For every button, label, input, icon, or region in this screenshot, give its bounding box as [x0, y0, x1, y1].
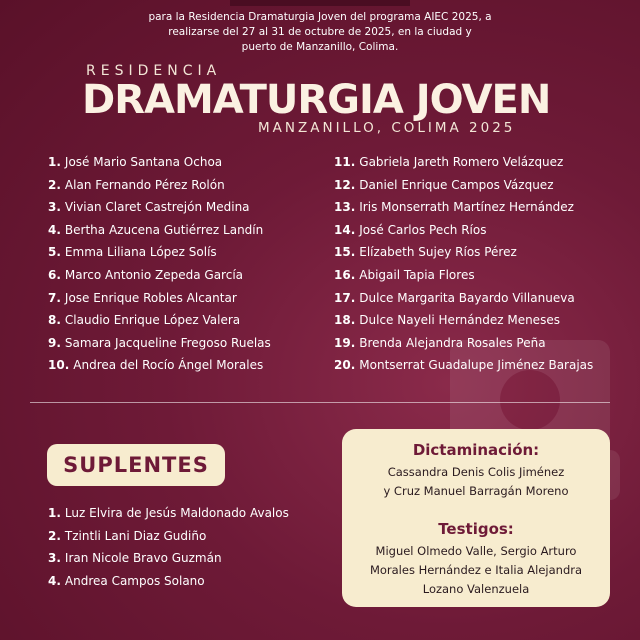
dictaminacion-line-2: y Cruz Manuel Barragán Moreno [383, 484, 569, 498]
item-name: Jose Enrique Robles Alcantar [64, 290, 237, 305]
list-item [334, 151, 593, 174]
item-name: Samara Jacqueline Fregoso Ruelas [64, 335, 271, 350]
testigos-line-3: Lozano Valenzuela [422, 582, 530, 596]
selected-list-left [48, 151, 271, 377]
item-name: Emma Liliana López Solís [64, 245, 217, 260]
list-item [48, 570, 289, 593]
list-item [48, 196, 271, 219]
item-name: Gabriela Jareth Romero Velázquez [359, 155, 564, 169]
item-name: Iris Monserrath Martínez Hernández [359, 200, 574, 215]
list-item [48, 174, 271, 197]
item-name: José Carlos Pech Ríos [359, 222, 487, 237]
page-subtitle: MANZANILLO, COLIMA 2025 [258, 120, 516, 136]
list-item [334, 332, 593, 355]
suplentes-heading: SUPLENTES [47, 444, 225, 486]
item-name: Dulce Margarita Bayardo Villanueva [359, 290, 575, 305]
section-divider [30, 402, 610, 403]
list-item [334, 241, 593, 264]
item-number: 3. [48, 551, 61, 566]
list-item [334, 287, 593, 310]
item-number: 20. [334, 358, 356, 373]
item-name: José Mario Santana Ochoa [64, 155, 223, 169]
list-item [334, 309, 593, 332]
list-item [48, 547, 289, 570]
item-number: 7. [48, 290, 61, 305]
item-name: Iran Nicole Bravo Guzmán [64, 551, 222, 566]
list-item [48, 354, 271, 377]
item-name: Elízabeth Sujey Ríos Pérez [359, 245, 517, 260]
dictaminacion-line-1: Cassandra Denis Colis Jiménez [387, 465, 565, 479]
item-number: 1. [48, 155, 61, 169]
selected-list-right [334, 151, 593, 377]
list-item [48, 241, 271, 264]
list-item [48, 264, 271, 287]
testigos-heading: Testigos: [438, 520, 514, 538]
item-name: Bertha Azucena Gutiérrez Landín [64, 222, 264, 237]
item-number: 19. [334, 335, 356, 350]
item-name: Dulce Nayeli Hernández Meneses [359, 313, 560, 328]
list-item [48, 332, 271, 355]
item-number: 3. [48, 200, 61, 215]
item-name: Andrea del Rocío Ángel Morales [73, 358, 264, 373]
item-name: Abigail Tapia Flores [359, 267, 475, 282]
list-item [334, 264, 593, 287]
item-number: 12. [334, 177, 356, 192]
intro-text [0, 10, 640, 55]
item-name: Claudio Enrique López Valera [64, 313, 241, 328]
testigos-names [342, 542, 610, 599]
testigos-line-1: Miguel Olmedo Valle, Sergio Arturo [375, 544, 577, 558]
item-name: Andrea Campos Solano [64, 573, 205, 588]
intro-line-3: puerto de Manzanillo, Colima. [241, 41, 399, 53]
item-number: 16. [334, 267, 356, 282]
item-number: 15. [334, 245, 356, 260]
item-number: 14. [334, 222, 356, 237]
list-item [48, 219, 271, 242]
list-item [48, 151, 271, 174]
residencia-label: RESIDENCIA [86, 63, 222, 79]
item-number: 11. [334, 155, 356, 169]
item-number: 8. [48, 313, 61, 328]
list-item [48, 502, 289, 525]
intro-line-2: realizarse del 27 al 31 de octubre de 2025, en la ciudad y [168, 26, 472, 38]
item-name: Montserrat Guadalupe Jiménez Barajas [359, 358, 594, 373]
top-tab-decoration [230, 0, 410, 6]
item-name: Tzintli Lani Diaz Gudiño [64, 528, 207, 543]
item-number: 18. [334, 313, 356, 328]
item-name: Luz Elvira de Jesús Maldonado Avalos [64, 506, 289, 520]
list-item [334, 354, 593, 377]
list-item [48, 309, 271, 332]
item-number: 9. [48, 335, 61, 350]
item-number: 1. [48, 506, 61, 520]
page-title: DRAMATURGIA JOVEN [82, 77, 551, 123]
list-item [48, 525, 289, 548]
item-number: 6. [48, 267, 61, 282]
testigos-line-2: Morales Hernández e Italia Alejandra [369, 563, 583, 577]
item-number: 17. [334, 290, 356, 305]
list-item [334, 196, 593, 219]
item-number: 10. [48, 358, 70, 373]
dictaminacion-heading: Dictaminación: [412, 441, 540, 459]
dictaminacion-names [342, 463, 610, 501]
intro-line-1: para la Residencia Dramaturgia Joven del programa AIEC 2025, a [148, 11, 492, 23]
list-item [334, 174, 593, 197]
item-name: Daniel Enrique Campos Vázquez [359, 177, 554, 192]
item-number: 2. [48, 177, 61, 192]
list-item [48, 287, 271, 310]
list-item [334, 219, 593, 242]
item-name: Brenda Alejandra Rosales Peña [359, 335, 546, 350]
item-number: 2. [48, 528, 61, 543]
item-number: 4. [48, 573, 61, 588]
item-name: Vivian Claret Castrejón Medina [64, 200, 250, 215]
item-number: 4. [48, 222, 61, 237]
item-number: 13. [334, 200, 356, 215]
item-number: 5. [48, 245, 61, 260]
item-name: Marco Antonio Zepeda García [64, 267, 244, 282]
item-name: Alan Fernando Pérez Rolón [64, 177, 225, 192]
jury-panel [342, 429, 610, 607]
suplentes-list [48, 502, 289, 592]
